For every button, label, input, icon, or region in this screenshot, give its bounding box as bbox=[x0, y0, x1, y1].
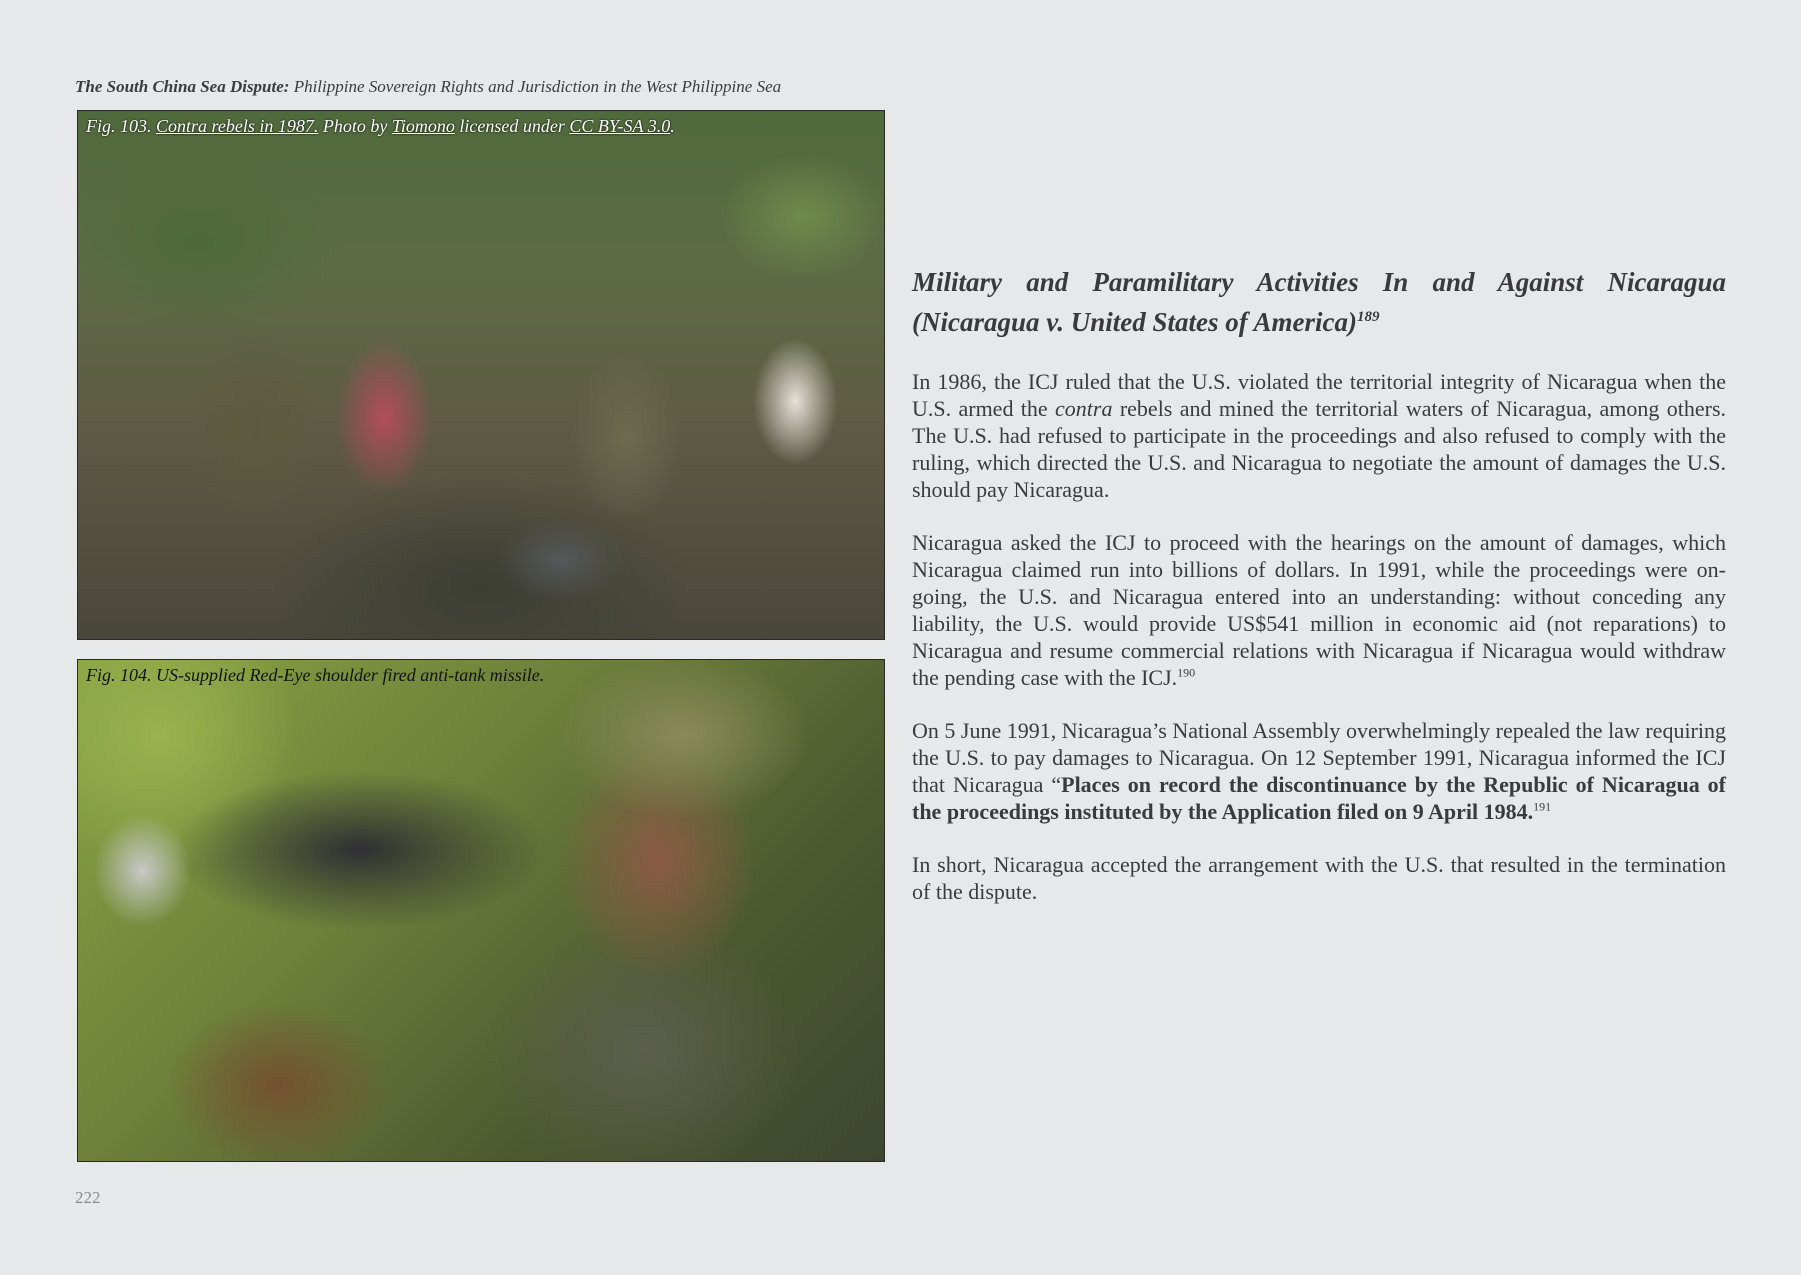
running-head-subtitle: Philippine Sovereign Rights and Jurisdiction in the West Philippine Sea bbox=[289, 77, 782, 96]
paragraph-4: In short, Nicaragua accepted the arrangement with the U.S. that resulted in the termination of the dispute. bbox=[912, 852, 1726, 904]
paragraph-3 bbox=[912, 717, 1726, 825]
figure-103-author-link[interactable]: Tiomono bbox=[391, 116, 455, 136]
figure-104-caption: Fig. 104. US-supplied Red-Eye shoulder fired anti-tank missile. bbox=[86, 665, 545, 685]
paragraph-3-text: On 5 June 1991, Nicaragua’s National Assembly overwhelmingly repealed the law requiring the U.S. to pay damages to Nicaragua. On 12 September 1991, Nicaragua informed the ICJ that Nicaragua “ bbox=[912, 718, 1726, 797]
figure-103-end: . bbox=[670, 116, 675, 136]
running-head bbox=[75, 77, 781, 97]
figure-red-eye-missile-photo bbox=[77, 659, 885, 1162]
paragraph-1-italic: contra bbox=[1055, 396, 1113, 421]
paragraph-1-text-a: In 1986, the ICJ ruled that the U.S. violated the territorial integrity of Nicaragua when the U.S. armed the bbox=[912, 369, 1726, 421]
figure-103-license-link[interactable]: CC BY-SA 3.0 bbox=[569, 116, 671, 136]
footnote-ref-191[interactable]: 191 bbox=[1533, 799, 1552, 814]
paragraph-3-bold: Places on record the discontinuance by the Republic of Nicaragua of the proceedings instituted by the Application filed on 9 April 1984. bbox=[912, 772, 1727, 824]
paragraph-2 bbox=[912, 529, 1726, 691]
article bbox=[912, 265, 1726, 931]
paragraph-1 bbox=[912, 368, 1726, 503]
figure-103-licensed: licensed under bbox=[454, 116, 570, 136]
figure-103-caption bbox=[86, 116, 675, 137]
footnote-ref-190[interactable]: 190 bbox=[1177, 665, 1196, 680]
paragraph-1-text-b: rebels and mined the territorial waters of Nicaragua, among others. The U.S. had refused to participate in the proceedings and also refused to comply with the ruling, which directed the U.S. and Nicaragua to negotiate the amount of damages the U.S. should pay Nicaragua. bbox=[912, 396, 1727, 502]
article-heading bbox=[912, 265, 1726, 340]
paragraph-2-text: Nicaragua asked the ICJ to proceed with the hearings on the amount of damages, which Nicaragua claimed run into billions of dollars. In 1991, while the proceedings were on-going, the U.S. and Nicaragua entered into an understanding: without conceding any liability, the U.S. would provide US$541 million in economic aid (not reparations) to Nicaragua and resume commercial relations with Nicaragua if Nicaragua would withdraw the pending case with the ICJ. bbox=[912, 530, 1726, 690]
page-number: 222 bbox=[75, 1188, 101, 1207]
figure-103-title-link[interactable]: Contra rebels in 1987. bbox=[156, 116, 319, 136]
figure-103-label: Fig. 103. bbox=[86, 116, 156, 136]
article-heading-text: Military and Paramilitary Activities In and Against Nicaragua (Nicaragua v. United States of America) bbox=[912, 267, 1726, 337]
figure-contra-rebels-photo bbox=[77, 110, 885, 640]
figure-103-photo-by: Photo by bbox=[318, 116, 392, 136]
running-head-title: The South China Sea Dispute: bbox=[75, 77, 290, 96]
footnote-ref-189[interactable]: 189 bbox=[1356, 309, 1380, 325]
